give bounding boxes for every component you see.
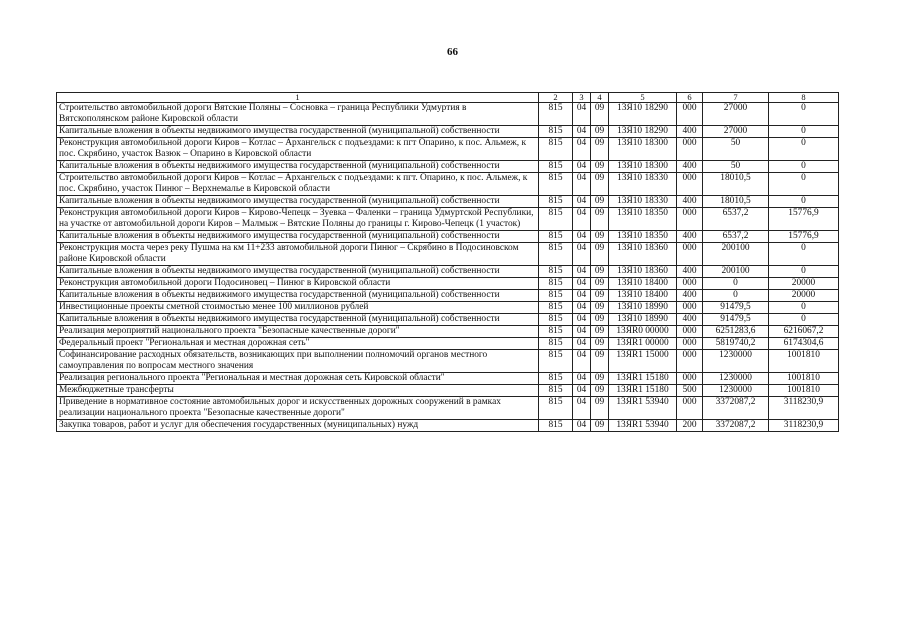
expense-type-cell: 000 [677,302,703,314]
subsection-code-cell: 09 [591,138,609,161]
department-code-cell: 815 [539,278,573,290]
amount-year1-cell: 18010,5 [703,196,769,208]
table-row [57,278,839,290]
department-code-cell: 815 [539,326,573,338]
amount-year1-cell: 91479,5 [703,314,769,326]
amount-year1-cell: 27000 [703,103,769,126]
section-code-cell: 04 [573,326,591,338]
amount-year2-cell: 0 [769,314,839,326]
target-article-cell: 13Я10 18360 [609,243,677,266]
amount-year2-cell: 0 [769,173,839,196]
expense-type-cell: 400 [677,290,703,302]
section-code-cell: 04 [573,231,591,243]
department-code-cell: 815 [539,373,573,385]
amount-year1-cell: 1230000 [703,385,769,397]
department-code-cell: 815 [539,173,573,196]
header-cell: 4 [591,93,609,103]
item-name-cell: Реконструкция автомобильной дороги Подосиновец – Пинюг в Кировской области [57,278,539,290]
target-article-cell: 13ЯR1 15180 [609,373,677,385]
department-code-cell: 815 [539,103,573,126]
amount-year2-cell: 15776,9 [769,208,839,231]
department-code-cell: 815 [539,138,573,161]
amount-year1-cell: 200100 [703,243,769,266]
table-row [57,126,839,138]
table-row [57,196,839,208]
amount-year1-cell: 3372087,2 [703,420,769,432]
subsection-code-cell: 09 [591,314,609,326]
amount-year2-cell: 3118230,9 [769,420,839,432]
expense-type-cell: 000 [677,243,703,266]
amount-year2-cell: 0 [769,266,839,278]
target-article-cell: 13Я10 18400 [609,290,677,302]
expense-type-cell: 000 [677,350,703,373]
amount-year1-cell: 200100 [703,266,769,278]
header-cell: 8 [769,93,839,103]
amount-year2-cell: 0 [769,103,839,126]
target-article-cell: 13Я10 18350 [609,231,677,243]
amount-year2-cell: 6216067,2 [769,326,839,338]
subsection-code-cell: 09 [591,373,609,385]
target-article-cell: 13Я10 18360 [609,266,677,278]
header-cell: 2 [539,93,573,103]
target-article-cell: 13ЯR1 53940 [609,420,677,432]
target-article-cell: 13Я10 18350 [609,208,677,231]
item-name-cell: Капитальные вложения в объекты недвижимого имущества государственной (муниципальной) собственности [57,314,539,326]
amount-year1-cell: 0 [703,278,769,290]
amount-year2-cell: 0 [769,243,839,266]
department-code-cell: 815 [539,208,573,231]
section-code-cell: 04 [573,126,591,138]
subsection-code-cell: 09 [591,196,609,208]
expense-type-cell: 000 [677,173,703,196]
target-article-cell: 13Я10 18330 [609,173,677,196]
section-code-cell: 04 [573,397,591,420]
table-row [57,397,839,420]
item-name-cell: Капитальные вложения в объекты недвижимого имущества государственной (муниципальной) собственности [57,231,539,243]
subsection-code-cell: 09 [591,103,609,126]
expense-type-cell: 200 [677,420,703,432]
section-code-cell: 04 [573,196,591,208]
item-name-cell: Инвестиционные проекты сметной стоимостью менее 100 миллионов рублей [57,302,539,314]
item-name-cell: Капитальные вложения в объекты недвижимого имущества государственной (муниципальной) собственности [57,196,539,208]
section-code-cell: 04 [573,173,591,196]
expense-type-cell: 000 [677,278,703,290]
subsection-code-cell: 09 [591,173,609,196]
table-row [57,290,839,302]
amount-year2-cell: 0 [769,302,839,314]
table-row [57,243,839,266]
target-article-cell: 13Я10 18290 [609,126,677,138]
amount-year1-cell: 5819740,2 [703,338,769,350]
subsection-code-cell: 09 [591,302,609,314]
section-code-cell: 04 [573,266,591,278]
amount-year1-cell: 6537,2 [703,231,769,243]
expense-type-cell: 400 [677,314,703,326]
target-article-cell: 13ЯR1 15180 [609,385,677,397]
amount-year1-cell: 6251283,6 [703,326,769,338]
amount-year1-cell: 18010,5 [703,173,769,196]
expense-type-cell: 000 [677,326,703,338]
department-code-cell: 815 [539,420,573,432]
amount-year2-cell: 3118230,9 [769,397,839,420]
expense-type-cell: 400 [677,196,703,208]
budget-table-container [56,92,839,432]
target-article-cell: 13Я10 18290 [609,103,677,126]
section-code-cell: 04 [573,103,591,126]
subsection-code-cell: 09 [591,290,609,302]
section-code-cell: 04 [573,243,591,266]
target-article-cell: 13ЯR0 00000 [609,326,677,338]
amount-year2-cell: 20000 [769,278,839,290]
section-code-cell: 04 [573,314,591,326]
expense-type-cell: 000 [677,138,703,161]
target-article-cell: 13ЯR1 53940 [609,397,677,420]
subsection-code-cell: 09 [591,350,609,373]
table-body [57,93,839,432]
expense-type-cell: 400 [677,126,703,138]
target-article-cell: 13Я10 18300 [609,138,677,161]
department-code-cell: 815 [539,350,573,373]
target-article-cell: 13Я10 18990 [609,314,677,326]
target-article-cell: 13Я10 18990 [609,302,677,314]
section-code-cell: 04 [573,350,591,373]
item-name-cell: Реконструкция моста через реку Пушма на км 11+233 автомобильной дороги Пинюг – Скрябино в Подосиновском районе Кировской области [57,243,539,266]
amount-year2-cell: 20000 [769,290,839,302]
table-header-row [57,93,839,103]
target-article-cell: 13Я10 18330 [609,196,677,208]
header-cell: 6 [677,93,703,103]
amount-year1-cell: 0 [703,290,769,302]
section-code-cell: 04 [573,138,591,161]
section-code-cell: 04 [573,208,591,231]
section-code-cell: 04 [573,373,591,385]
table-row [57,266,839,278]
table-row [57,385,839,397]
amount-year2-cell: 0 [769,126,839,138]
page-number: 66 [447,46,458,58]
subsection-code-cell: 09 [591,266,609,278]
table-row [57,420,839,432]
header-cell: 1 [57,93,539,103]
amount-year1-cell: 27000 [703,126,769,138]
amount-year2-cell: 15776,9 [769,231,839,243]
expense-type-cell: 000 [677,208,703,231]
subsection-code-cell: 09 [591,243,609,266]
item-name-cell: Капитальные вложения в объекты недвижимого имущества государственной (муниципальной) собственности [57,290,539,302]
subsection-code-cell: 09 [591,397,609,420]
table-row [57,302,839,314]
item-name-cell: Капитальные вложения в объекты недвижимого имущества государственной (муниципальной) собственности [57,161,539,173]
department-code-cell: 815 [539,385,573,397]
item-name-cell: Капитальные вложения в объекты недвижимого имущества государственной (муниципальной) собственности [57,266,539,278]
amount-year2-cell: 1001810 [769,373,839,385]
table-row [57,350,839,373]
item-name-cell: Строительство автомобильной дороги Вятские Поляны – Сосновка – граница Республики Удмуртия в Вятскополянском районе Кировской области [57,103,539,126]
table-row [57,173,839,196]
target-article-cell: 13Я10 18400 [609,278,677,290]
section-code-cell: 04 [573,420,591,432]
table-row [57,338,839,350]
table-row [57,208,839,231]
table-row [57,326,839,338]
section-code-cell: 04 [573,338,591,350]
subsection-code-cell: 09 [591,231,609,243]
subsection-code-cell: 09 [591,126,609,138]
expense-type-cell: 000 [677,338,703,350]
item-name-cell: Капитальные вложения в объекты недвижимого имущества государственной (муниципальной) собственности [57,126,539,138]
amount-year2-cell: 0 [769,161,839,173]
section-code-cell: 04 [573,302,591,314]
subsection-code-cell: 09 [591,161,609,173]
table-row [57,373,839,385]
amount-year1-cell: 50 [703,161,769,173]
header-cell: 7 [703,93,769,103]
department-code-cell: 815 [539,290,573,302]
item-name-cell: Реализация регионального проекта "Региональная и местная дорожная сеть Кировской области" [57,373,539,385]
table-row [57,231,839,243]
section-code-cell: 04 [573,278,591,290]
budget-table [56,92,839,432]
expense-type-cell: 400 [677,161,703,173]
table-row [57,161,839,173]
table-row [57,138,839,161]
target-article-cell: 13Я10 18300 [609,161,677,173]
department-code-cell: 815 [539,161,573,173]
amount-year1-cell: 91479,5 [703,302,769,314]
item-name-cell: Реконструкция автомобильной дороги Киров – Кирово-Чепецк – Зуевка – Фаленки – граница Удмуртской Республики, на участке от автомобильной дороги Киров – Малмыж – Вятские Поляны до границы г. Кирово-Чепецк (1 участок) [57,208,539,231]
amount-year2-cell: 1001810 [769,350,839,373]
item-name-cell: Реконструкция автомобильной дороги Киров – Котлас – Архангельск с подъездами: к пгт Опарино, к пос. Альмеж, к пос. Скрябино, участок Вазюк – Опарино в Кировской области [57,138,539,161]
item-name-cell: Строительство автомобильной дороги Киров – Котлас – Архангельск с подъездами: к пгт. Опарино, к пос. Альмеж, к пос. Скрябино, участок Пинюг – Верхнемалье в Кировской области [57,173,539,196]
department-code-cell: 815 [539,196,573,208]
department-code-cell: 815 [539,266,573,278]
amount-year1-cell: 50 [703,138,769,161]
section-code-cell: 04 [573,290,591,302]
subsection-code-cell: 09 [591,278,609,290]
expense-type-cell: 500 [677,385,703,397]
item-name-cell: Реализация мероприятий национального проекта "Безопасные качественные дороги" [57,326,539,338]
section-code-cell: 04 [573,385,591,397]
item-name-cell: Приведение в нормативное состояние автомобильных дорог и искусственных дорожных сооружений в рамках реализации национального проекта "Безопасные качественные дороги" [57,397,539,420]
department-code-cell: 815 [539,314,573,326]
subsection-code-cell: 09 [591,208,609,231]
header-cell: 3 [573,93,591,103]
target-article-cell: 13ЯR1 15000 [609,350,677,373]
department-code-cell: 815 [539,243,573,266]
amount-year2-cell: 6174304,6 [769,338,839,350]
section-code-cell: 04 [573,161,591,173]
department-code-cell: 815 [539,126,573,138]
department-code-cell: 815 [539,338,573,350]
amount-year1-cell: 6537,2 [703,208,769,231]
amount-year2-cell: 1001810 [769,385,839,397]
expense-type-cell: 400 [677,231,703,243]
item-name-cell: Межбюджетные трансферты [57,385,539,397]
expense-type-cell: 000 [677,397,703,420]
amount-year1-cell: 1230000 [703,350,769,373]
expense-type-cell: 000 [677,103,703,126]
subsection-code-cell: 09 [591,385,609,397]
item-name-cell: Закупка товаров, работ и услуг для обеспечения государственных (муниципальных) нужд [57,420,539,432]
amount-year1-cell: 1230000 [703,373,769,385]
amount-year2-cell: 0 [769,196,839,208]
target-article-cell: 13ЯR1 00000 [609,338,677,350]
subsection-code-cell: 09 [591,326,609,338]
amount-year2-cell: 0 [769,138,839,161]
subsection-code-cell: 09 [591,420,609,432]
department-code-cell: 815 [539,397,573,420]
item-name-cell: Федеральный проект "Региональная и местная дорожная сеть" [57,338,539,350]
table-row [57,314,839,326]
item-name-cell: Софинансирование расходных обязательств, возникающих при выполнении полномочий органов местного самоуправления по вопросам местного значения [57,350,539,373]
expense-type-cell: 400 [677,266,703,278]
amount-year1-cell: 3372087,2 [703,397,769,420]
expense-type-cell: 000 [677,373,703,385]
department-code-cell: 815 [539,302,573,314]
header-cell: 5 [609,93,677,103]
department-code-cell: 815 [539,231,573,243]
table-row [57,103,839,126]
subsection-code-cell: 09 [591,338,609,350]
